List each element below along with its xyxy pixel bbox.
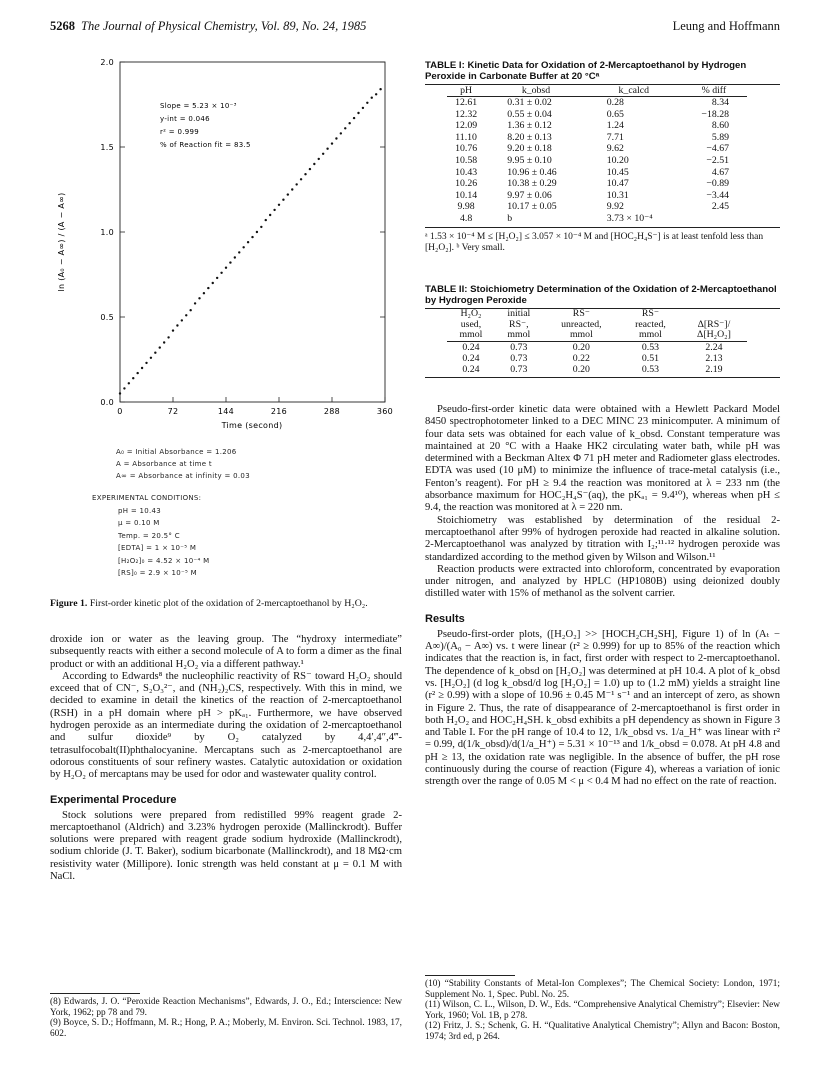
table-row — [447, 201, 747, 213]
table-row — [447, 120, 747, 132]
table-cell: 10.43 — [455, 166, 478, 178]
table-cell: 10.38 ± 0.29 — [507, 178, 557, 190]
table-row — [447, 178, 747, 190]
data-point — [371, 97, 373, 99]
table-header: mmol — [495, 330, 543, 341]
footnote: (11) Wilson, C. L., Wilson, D. W., Eds. “Comprehensive Analytical Chemistry”; Elsevier: New York, 1960; Vol. 1B, p 278. — [425, 1000, 780, 1021]
data-point — [251, 236, 253, 238]
experimental-conditions — [92, 492, 209, 580]
data-point — [366, 102, 368, 104]
y-tick-label: 1.0 — [100, 228, 114, 237]
table-2-block — [425, 284, 780, 378]
y-tick-label: 0.5 — [100, 313, 114, 322]
table-cell: 5.89 — [711, 131, 729, 143]
data-point — [269, 214, 271, 216]
condition-line: [EDTA] = 1 × 10⁻⁵ M — [118, 544, 197, 552]
data-point — [203, 292, 205, 294]
table-header: mmol — [620, 330, 681, 341]
table-cell: 0.53 — [641, 363, 660, 375]
table-cell: 8.34 — [711, 97, 729, 108]
data-point — [295, 183, 297, 185]
paragraph: Reaction products were extracted into chloroform, concentrated by evaporation under nitrogen, and analyzed by HPLC (HP1080B) using deionized doubly distilled water with 15% of methanol as the solvent carrier. — [425, 563, 780, 600]
table-cell: 12.61 — [455, 97, 478, 108]
annotation-r2: r² = 0.999 — [160, 128, 200, 136]
caption-text: First-order kinetic plot of the oxidation of 2-mercaptoethanol by H₂O₂. — [89, 598, 368, 609]
table-cell: 0.24 — [462, 352, 480, 364]
x-tick-label: 216 — [270, 407, 288, 416]
x-axis-label: Time (second) — [221, 421, 283, 430]
table-cell: 9.20 ± 0.18 — [507, 143, 552, 155]
table-cell: 1.24 — [606, 120, 624, 132]
table-header: RS⁻, — [509, 318, 529, 330]
data-point — [300, 178, 302, 180]
table-2-caption: TABLE II: Stoichiometry Determination of the Oxidation of 2-Mercaptoethanol by Hydrogen Peroxide — [425, 284, 777, 306]
data-point — [172, 329, 174, 331]
table-cell: 12.32 — [455, 108, 478, 120]
table-header: RS⁻ — [641, 308, 660, 319]
caption-label: Figure 1. — [50, 598, 88, 609]
data-point — [340, 132, 342, 134]
section-heading: Results — [425, 612, 465, 625]
table-cell: 9.62 — [606, 143, 624, 155]
y-tick-label: 0.0 — [100, 398, 114, 407]
conditions-title: EXPERIMENTAL CONDITIONS: — [92, 494, 202, 502]
paragraph: Pseudo-first-order kinetic data were obtained with a Hewlett Packard Model 8450 spectrophotometer linked to a DEC MINC 23 minicomputer. A minimum of four data sets was obtained for each value of k_obsd. Constant temperature was maintained at 20 °C with a Haake HK2 circulating water bath, while pH was determined with a Beckman Altex Φ 71 pH meter and Radiometer glass electrodes. EDTA was used (10 μM) to minimize the influence of trace-metal catalysis (i.e., Fenton’s reagent). For pH ≥ 9.4 the reaction was monitored at λ = 233 nm (the absorbance maximum for HOC₂H₄S⁻(aq), the pKₐ₁ = 9.4¹⁰), whereas when pH ≤ 9.4, the reaction was monitored at λ = 220 nm. — [425, 404, 780, 514]
paragraph: Stock solutions were prepared from redistilled 99% reagent grade 2-mercaptoethanol (Aldrich) and 3.23% hydrogen peroxide (Mallinckrodt). Buffer solutions were prepared with reagent grade sodium hydroxide (Mallinckrodt), sodium chloride (J. T. Baker), sodium bicarbonate (Mallinckrodt), and 18 MΩ·cm resistivity water (Millipore). Ionic strength was held constant at μ = 0.1 M with NaCl. — [50, 809, 402, 883]
legend-line: A = Absorbance at time t — [116, 460, 212, 468]
table-cell: −2.51 — [706, 154, 729, 166]
data-point — [194, 302, 196, 304]
data-point — [278, 204, 280, 206]
table-row — [447, 143, 747, 155]
data-point — [309, 168, 311, 170]
data-point — [150, 357, 152, 359]
x-tick-label: 360 — [376, 407, 394, 416]
page-number: 5268 — [50, 19, 75, 33]
data-point — [344, 127, 346, 129]
table-cell: 0.24 — [462, 363, 480, 375]
data-point — [379, 88, 381, 90]
table-row — [447, 155, 747, 167]
table-header: RS⁻ — [572, 308, 590, 319]
y-tick-label: 1.5 — [100, 143, 114, 152]
table-cell: 10.20 — [606, 154, 629, 166]
legend-line: A₀ = Initial Absorbance = 1.206 — [116, 448, 237, 456]
table-cell: −18.28 — [701, 108, 729, 120]
table-cell: −0.89 — [706, 178, 729, 190]
annotation-fit: % of Reaction fit = 83.5 — [160, 141, 251, 149]
data-point — [167, 336, 169, 338]
table-cell: 9.98 — [457, 201, 475, 213]
data-point — [189, 309, 191, 311]
annotation-yint: y-int = 0.046 — [160, 115, 210, 123]
table-cell: 4.8 — [459, 212, 473, 224]
table-cell: 0.28 — [606, 97, 624, 108]
data-point — [357, 112, 359, 114]
table-cell: 4.67 — [711, 166, 729, 178]
data-point — [313, 163, 315, 165]
table-cell: 2.24 — [705, 341, 723, 353]
footnote: (12) Fritz, J. S.; Schenk, G. H. “Qualitative Analytical Chemistry”; Allyn and Bacon: Boston, 1974; 3rd ed, p 264. — [425, 1021, 780, 1042]
table-cell: 2.13 — [705, 352, 723, 364]
data-point — [154, 352, 156, 354]
table-cell: 10.17 ± 0.05 — [507, 201, 557, 213]
table-cell: b — [507, 212, 513, 224]
data-point — [260, 226, 262, 228]
table-header: used, — [460, 318, 482, 330]
table-cell: 0.22 — [572, 352, 590, 364]
data-point — [353, 117, 355, 119]
absorbance-legend — [116, 446, 250, 482]
table-cell: 0.65 — [606, 108, 624, 120]
table-row — [447, 341, 747, 353]
data-point — [273, 209, 275, 211]
table-cell: 0.73 — [510, 352, 528, 364]
table-cell: 0.53 — [641, 341, 660, 353]
data-point — [256, 231, 258, 233]
table-cell: 10.96 ± 0.46 — [507, 166, 557, 178]
table-cell: 9.97 ± 0.06 — [507, 189, 552, 201]
data-point — [304, 173, 306, 175]
data-point — [132, 377, 134, 379]
table-cell: 10.76 — [455, 143, 478, 155]
footnote: (10) “Stability Constants of Metal-Ion Complexes”; The Chemical Society: London, 1971; Supplement No. 1, Spec. Publ. No. 25. — [425, 979, 780, 1000]
paragraph: According to Edwards⁸ the nucleophilic reactivity of RS⁻ toward H₂O₂ should exceed that of CN⁻, S₂O₃²⁻, and (NH₂)₂CS, respectively. With this in mind, we decided to examine in detail the kinetics of the reaction of 2-mercaptoethanol (RSH) in a pH domain where pH > pKₐ₁. Furthermore, we have observed hydrogen peroxide as an intermediate during the oxidation of 2-mercaptoethanol and sulfur dioxide⁹ by O₂ catalyzed by 4,4′,4″,4‴-tetrasulfocobalt(II)phthalocyanine. Mercaptans such as 2-mercaptoethanol are odorous constituents of sour refinery wastes. Catalytic autoxidation or oxidation by H₂O₂ of mercaptans may be used for odor and wastewater quality control. — [50, 670, 402, 781]
table-cell: −3.44 — [706, 189, 729, 201]
data-point — [362, 107, 364, 109]
data-point — [141, 367, 143, 369]
data-point — [159, 346, 161, 348]
figure-1 — [50, 52, 402, 612]
data-point — [216, 277, 218, 279]
data-point — [229, 261, 231, 263]
data-point — [348, 122, 350, 124]
table-cell: 0.20 — [572, 341, 590, 353]
footnote: (9) Boyce, S. D.; Hoffmann, M. R.; Hong, P. A.; Moberly, M. Environ. Sci. Technol. 1983, 17, 602. — [50, 1018, 402, 1039]
table-header: k_obsd — [485, 85, 587, 97]
table-row — [447, 353, 747, 364]
data-point — [322, 153, 324, 155]
table-row — [447, 364, 747, 375]
condition-line: pH = 10.43 — [118, 506, 162, 515]
data-point — [136, 372, 138, 374]
table-cell: 11.10 — [455, 131, 477, 143]
table-cell: 7.71 — [606, 131, 624, 143]
table-cell: 8.20 ± 0.13 — [507, 131, 552, 143]
condition-line: Temp. = 20.5° C — [118, 531, 180, 540]
left-column-text — [50, 634, 402, 883]
table-row — [447, 190, 747, 202]
paragraph: Pseudo-first-order plots, ([H₂O₂] >> [HOCH₂CH₂SH], Figure 1) of ln (Aₜ − A∞)/(A₀ − A∞) vs. t were linear (r² ≥ 0.999) for up to 85% of the reaction which indicates that the reaction is, in fact, first order with respect to 2-mercaptoethanol. The dependence of k_obsd on [H₂O₂] was determined at pH 10.4. A plot of k_obsd vs. [H₂O₂] (d log k_obsd/d log [H₂O₂] = 1.0) up to (1.2 mM) yields a straight line (r² ≥ 0.99) with a slope of 10.96 ± 0.45 M⁻¹ s⁻¹ and an intercept of zero, as shown in Figure 2. Thus, the rate of disappearance of 2-mercaptoethanol is first order in both H₂O₂ and HOC₂H₄SH. k_obsd exhibits a pH dependency as shown in Figure 3 and Table I. For the pH range of 10.4 to 12, 1/k_obsd vs. 1/a_H⁺ was linear with r² = 0.99, d(1/k_obsd)/d(1/a_H⁺) = 5.31 × 10⁻¹³ and 1/k_obsd = 0.078. At pH 4.8 and pH ≥ 13, the oxidation rate was negligible. In the absence of buffer, the pH rose continuously during the course of reaction (Figure 4), whereas a variation of ionic strength over the range of 0.05 M < μ < 0.4 M had no effect on the rate of reaction. — [425, 628, 780, 788]
data-point — [242, 246, 244, 248]
table-cell: 10.14 — [455, 189, 478, 201]
data-point — [185, 314, 187, 316]
table-cell: 0.73 — [510, 363, 528, 375]
table-cell: 2.19 — [705, 363, 723, 375]
paragraph: Stoichiometry was established by determination of the residual 2-mercaptoethanol after 99% of hydrogen peroxide had reacted in alkaline solution. 2-Mercaptoethanol was analyzed by titration with I₂;¹¹·¹² hydrogen peroxide was standardized according to the method given by Wilson and Wilson.¹¹ — [425, 514, 780, 563]
data-point — [207, 287, 209, 289]
data-point — [234, 256, 236, 258]
data-point — [335, 137, 337, 139]
table-cell: 1.36 ± 0.12 — [507, 120, 552, 132]
running-authors: Leung and Hoffmann — [672, 19, 780, 33]
right-column-text — [425, 404, 780, 789]
table-cell: 3.73 × 10⁻⁴ — [606, 212, 653, 224]
table-header: % diff — [681, 85, 747, 97]
table-row — [447, 97, 747, 109]
data-point — [181, 319, 183, 321]
table-header: Δ[H₂O₂] — [681, 330, 747, 341]
annotation-slope: Slope = 5.23 × 10⁻³ — [160, 102, 237, 110]
data-point — [238, 251, 240, 253]
plot-frame — [120, 62, 385, 402]
table-header: Δ[RS⁻]/ — [697, 318, 731, 330]
x-tick-label: 72 — [167, 407, 179, 416]
paragraph: droxide ion or water as the leaving group. The “hydroxy intermediate” subsequently reacts with either a second molecule of A to form a dimer as the final product or with an additional H₂O₂ via a different pathway.¹ — [50, 634, 402, 670]
data-point — [198, 297, 200, 299]
table-row — [447, 167, 747, 179]
condition-line: μ = 0.10 M — [118, 519, 160, 527]
figure-1-caption — [50, 598, 402, 609]
x-tick-label: 144 — [217, 407, 235, 416]
table-header: initial — [507, 308, 531, 319]
left-footnotes — [50, 993, 402, 1039]
journal-citation: The Journal of Physical Chemistry, Vol. 89, No. 24, 1985 — [81, 19, 367, 33]
data-point — [287, 193, 289, 195]
data-point — [225, 267, 227, 269]
table-cell: 0.73 — [510, 341, 528, 353]
table-row — [447, 109, 747, 121]
table-header: pH — [447, 85, 485, 97]
table-1 — [447, 85, 747, 225]
table-1-footnote: ᵃ 1.53 × 10⁻⁴ M ≤ [H₂O₂] ≤ 3.057 × 10⁻⁴ M and [HOC₂H₄S⁻] is at least tenfold less than [H₂O₂]. ᵇ Very small. — [425, 231, 764, 253]
condition-line: [H₂O₂]₀ = 4.52 × 10⁻⁴ M — [118, 556, 210, 565]
legend-line: A∞ = Absorbance at infinity = 0.03 — [116, 472, 250, 480]
data-point — [375, 93, 377, 95]
table-cell: 9.92 — [606, 201, 624, 213]
data-point — [247, 241, 249, 243]
table-cell: −4.67 — [706, 143, 729, 155]
table-header: mmol — [543, 330, 620, 341]
data-point — [318, 158, 320, 160]
data-point — [119, 392, 121, 394]
data-point — [282, 199, 284, 201]
data-point — [163, 341, 165, 343]
section-heading: Experimental Procedure — [50, 793, 177, 806]
table-header: unreacted, — [561, 318, 602, 330]
figure-1-plot — [50, 52, 402, 432]
table-cell: 0.24 — [462, 341, 480, 353]
running-header — [50, 19, 780, 37]
table-cell: 8.60 — [711, 120, 729, 132]
table-cell: 10.31 — [606, 189, 629, 201]
table-cell — [681, 213, 747, 225]
table-row — [447, 132, 747, 144]
data-point — [128, 382, 130, 384]
table-header: reacted, — [635, 318, 666, 330]
right-footnotes — [425, 975, 780, 1043]
table-1-caption: TABLE I: Kinetic Data for Oxidation of 2-Mercaptoethanol by Hydrogen Peroxide in Carbonate Buffer at 20 °Cᵃ — [425, 60, 747, 82]
table-cell: 2.45 — [711, 201, 729, 213]
data-point — [326, 148, 328, 150]
data-point — [123, 387, 125, 389]
footnote-rule — [425, 975, 515, 976]
table-header — [681, 309, 747, 320]
data-point — [265, 219, 267, 221]
table-cell: 10.45 — [606, 166, 629, 178]
table-header: mmol — [447, 330, 495, 341]
table-cell: 12.09 — [455, 120, 478, 132]
y-axis-label: ln (A₀ − A∞) / (A − A∞) — [57, 192, 66, 292]
table-1-block — [425, 60, 780, 254]
table-row — [447, 213, 747, 225]
table-cell: 9.95 ± 0.10 — [507, 154, 552, 166]
table-cell: 0.51 — [641, 352, 660, 364]
table-cell: 0.55 ± 0.04 — [507, 108, 552, 120]
x-tick-label: 288 — [323, 407, 341, 416]
data-point — [220, 272, 222, 274]
table-cell: 10.26 — [455, 178, 478, 190]
table-header: H₂O₂ — [460, 308, 482, 319]
footnote-rule — [50, 993, 140, 994]
data-point — [176, 324, 178, 326]
data-point — [145, 362, 147, 364]
table-2 — [447, 309, 747, 375]
data-point — [331, 142, 333, 144]
table-header: k_calcd — [587, 85, 681, 97]
footnote: (8) Edwards, J. O. “Peroxide Reaction Mechanisms”, Edwards, J. O., Ed.; Interscience: New York, 1962; pp 78 and 79. — [50, 997, 402, 1018]
table-cell: 0.20 — [572, 363, 590, 375]
table-cell: 10.58 — [455, 154, 478, 166]
condition-line: [RS]₀ = 2.9 × 10⁻⁵ M — [118, 569, 198, 577]
data-point — [212, 282, 214, 284]
table-cell: 10.47 — [606, 178, 629, 190]
data-point — [291, 188, 293, 190]
x-tick-label: 0 — [117, 407, 123, 416]
y-tick-label: 2.0 — [100, 58, 114, 67]
table-cell: 0.31 ± 0.02 — [507, 97, 552, 108]
